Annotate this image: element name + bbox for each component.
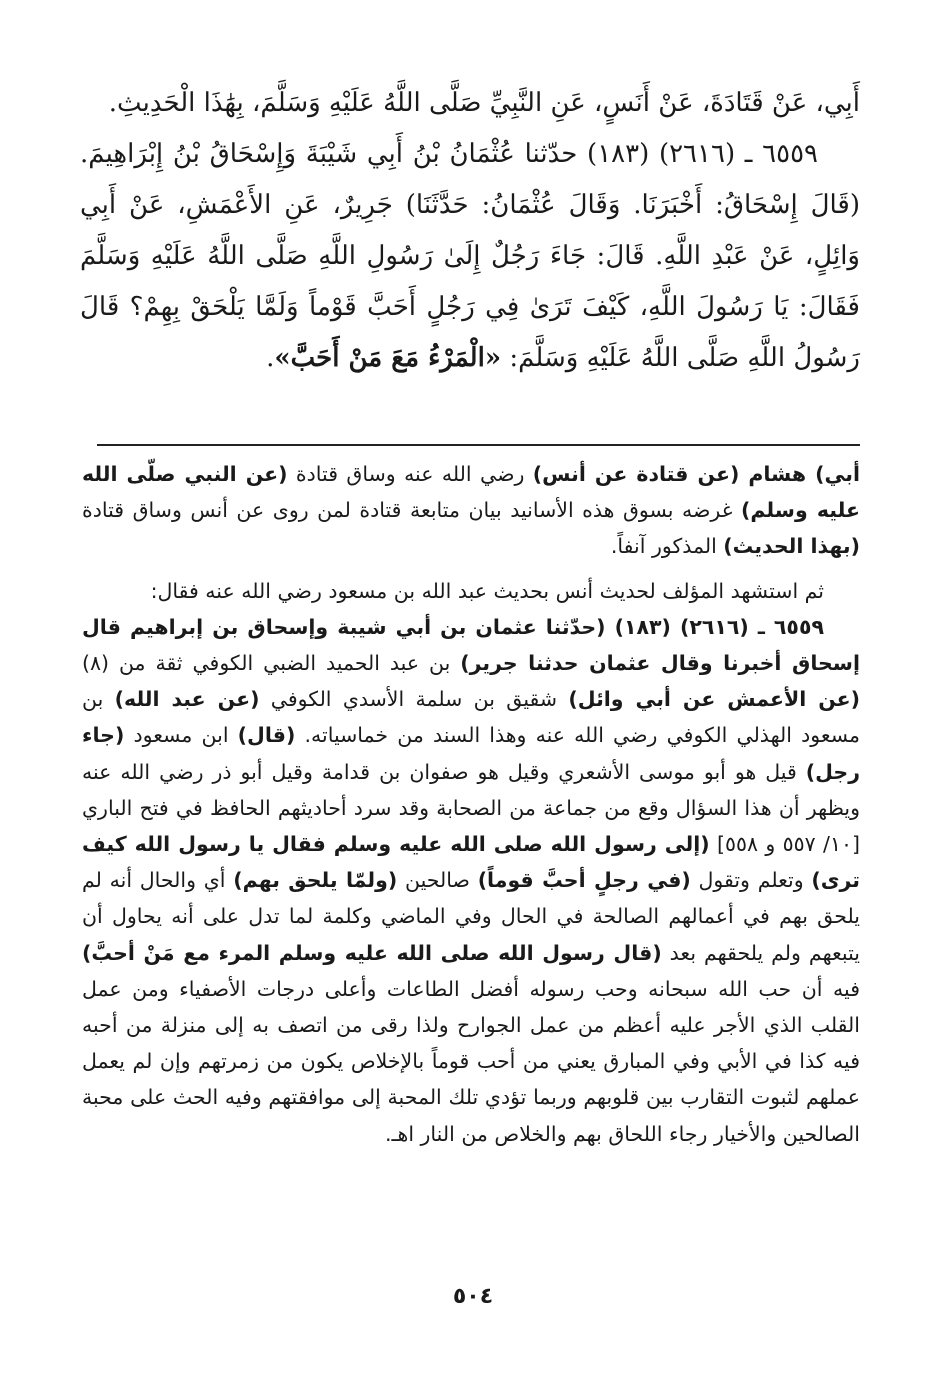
commentary-bold: (عن الأعمش عن أبي وائل) xyxy=(568,687,861,712)
commentary-text: غرضه بسوق هذه الأسانيد بيان متابعة قتادة لمن روى عن أنس وساق قتادة xyxy=(82,498,741,523)
commentary-bold: (عن عبد الله) xyxy=(114,687,260,712)
commentary-bold: (قال) xyxy=(237,723,296,748)
commentary-text: بن عبد الحميد الضبي الكوفي ثقة من (٨) xyxy=(82,651,461,676)
commentary-bold: (قال رسول الله صلى الله عليه وسلم المرء مع مَنْ أحبَّ) xyxy=(82,940,662,965)
commentary-bold: أبي) هشام (عن قتادة عن أنس) xyxy=(532,462,860,486)
commentary-bold: ٦٥٥٩ ـ (٢٦١٦) (١٨٣) (حدّثنا عثمان بن أبي شيبة وإسحاق بن إبراهيم قال إسحاق أخبرنا وقال عثمان حدثنا جرير) xyxy=(82,614,860,676)
previous-hadith-continuation xyxy=(80,78,860,129)
commentary-bold: (إلى رسول الله صلى الله عليه وسلم فقال يا رسول الله كيف ترى) xyxy=(82,832,860,893)
commentary-text: شقيق بن سلمة الأسدي الكوفي xyxy=(259,687,569,712)
commentary-text: قيل هو أبو موسى الأشعري وقيل هو صفوان بن قدامة وقيل أبو ذر رضي الله عنه ويظهر أن هذا السؤال وقع من جماعة من الصحابة وقد سرد أحاديثهم الحافظ في فتح الباري [١٠/ ٥٥٧ و ٥٥٨] xyxy=(82,759,860,857)
commentary-text: صالحين xyxy=(397,868,478,893)
commentary-text: فيه أن حب الله سبحانه وحب رسوله أفضل الطاعات وأعلى درجات الأصفياء ومن عمل القلب الذي الأجر عليه أعظم من عمل الجوارح ولذا رقى من اتصف به إلى منزلة من أحبه فيه كذا في الأبي وفي المبارق يعني من أحب قوماً بالإخلاص يكون من زمرتهم وإن لم يعمل عملهم لثبوت التقارب بين قلوبهم وربما تؤدي تلك المحبة إلى موافقتهم وفيه الحث على محبة الصالحين والأخيار رجاء اللحاق بهم والخلاص من النار اهـ. xyxy=(82,976,860,1146)
commentary-text: ابن مسعود xyxy=(124,723,238,748)
commentary-bold: (بهذا الحديث) xyxy=(723,534,860,559)
commentary-bold: (عن النبي صلّى الله عليه وسلم) xyxy=(82,462,860,523)
hadith-text-block xyxy=(80,78,860,384)
commentary-text: المذكور آنفاً. xyxy=(610,534,724,559)
commentary-paragraph-2 xyxy=(82,573,860,609)
commentary-text: وتعلم وتقول xyxy=(690,868,812,893)
hadith-end-mark: . xyxy=(266,343,275,373)
page-number: ٥٠٤ xyxy=(452,1284,494,1309)
hadith-number: ٦٥٥٩ ـ (٢٦١٦) (١٨٣) xyxy=(587,139,818,169)
commentary-paragraph-1 xyxy=(82,456,860,565)
hadith-final-saying: «الْمَرْءُ مَعَ مَنْ أَحَبَّ» xyxy=(274,343,502,373)
footnote-divider xyxy=(97,444,860,446)
hadith-narration: حدّثنا عُثْمَانُ بْنُ أَبِي شَيْبَةَ وَإِسْحَاقُ بْنُ إِبْرَاهِيمَ. (قَالَ إِسْحَاقُ: أَخْبَرَنَا. وَقَالَ عُثْمَانُ: حَدَّثَنَا) جَرِيرٌ، عَنِ الأَعْمَشِ، عَنْ أَبِي وَائِلٍ، عَنْ عَبْدِ اللَّهِ. قَالَ: جَاءَ رَجُلٌ إِلَىٰ رَسُولِ اللَّهِ صَلَّى اللَّهُ عَلَيْهِ وَسَلَّمَ فَقَالَ: يَا رَسُولَ اللَّهِ، كَيْفَ تَرَىٰ فِي رَجُلٍ أَحَبَّ قَوْماً وَلَمَّا يَلْحَقْ بِهِمْ؟ قَالَ رَسُولُ اللَّهِ صَلَّى اللَّهُ عَلَيْهِ وَسَلَّمَ: xyxy=(80,139,860,373)
commentary-bold: (جاء رجل) xyxy=(82,723,860,784)
commentary-text: بن مسعود الهذلي الكوفي رضي الله عنه وهذا السند من خماسياته. xyxy=(82,687,860,748)
commentary-bold: (ولمّا يلحق بهم) xyxy=(233,868,398,893)
commentary-bold: (في رجلٍ أحبَّ قوماً) xyxy=(477,868,691,893)
commentary-text: ثم استشهد المؤلف لحديث أنس بحديث عبد الله بن مسعود رضي الله عنه فقال: xyxy=(150,578,824,603)
hadith-6559 xyxy=(80,129,860,384)
continuation-text: أَبِي، عَنْ قَتَادَةَ، عَنْ أَنَسٍ، عَنِ النَّبِيِّ صَلَّى اللَّهُ عَلَيْهِ وَسَلَّمَ، بِهَٰذَا الْحَدِيثِ. xyxy=(108,88,860,118)
commentary-paragraph-3 xyxy=(82,609,860,1152)
commentary-block xyxy=(82,456,860,1152)
commentary-text: أي والحال أنه لم يلحق بهم في أعمالهم الصالحة في الحال وفي الماضي وكلمة لما تدل على أنه يحاول أن يتبعهم ولم يلحقهم بعد xyxy=(82,868,860,965)
commentary-text: رضي الله عنه وساق قتادة xyxy=(287,462,533,486)
